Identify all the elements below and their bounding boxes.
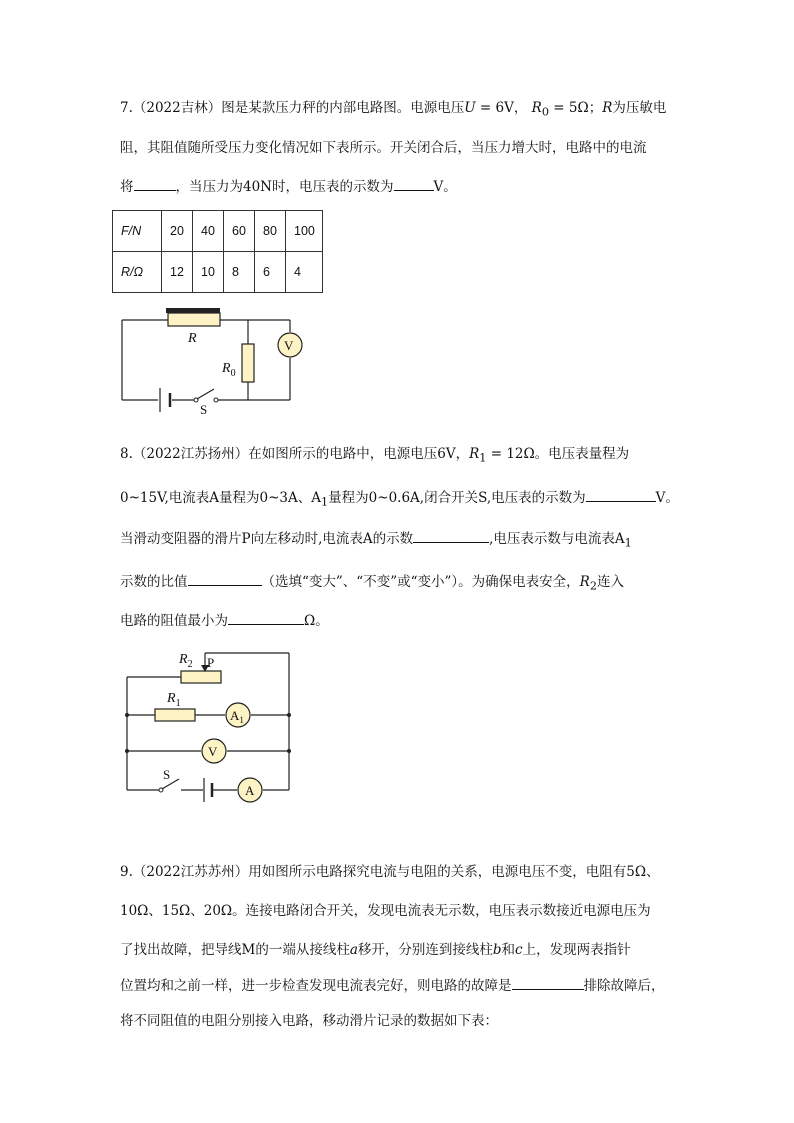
table-cell: 10 [193, 252, 224, 293]
label-r: R [188, 331, 197, 346]
voltmeter-label: V [284, 338, 294, 353]
q8-blank-2[interactable] [413, 528, 489, 543]
q9-line-4: 位置均和之前一样，进一步检查发现电流表完好，则电路的故障是 排除故障后， [120, 975, 665, 996]
q9-line-2: 10Ω、15Ω、20Ω。连接电路闭合开关，发现电流表无示数，电压表示数接近电源电压为 [120, 903, 651, 919]
force-resistance-table [112, 210, 323, 293]
q8-line-5: 电路的阻值最小为 Ω。 [120, 610, 329, 631]
table-cell: 4 [286, 252, 323, 293]
q9-blank-1[interactable] [512, 975, 584, 990]
label-r0: $R_0$ [222, 361, 236, 379]
label-r2: $R_2$ [179, 652, 193, 670]
q7-circuit-diagram [110, 300, 310, 420]
q7-line-1: 7.（2022吉林）图是某款压力秤的内部电路图。电源电压U = 6V， $R_0 = 5\Omega$；R为压敏电 [120, 100, 667, 119]
resistor-r [168, 313, 220, 326]
table-cell: 80 [255, 211, 286, 252]
table-header-force: F/N [113, 211, 162, 252]
q9-line-1: 9.（2022江苏苏州）用如图所示电路探究电流与电阻的关系，电源电压不变，电阻有5Ω、 [120, 864, 660, 880]
table-header-resistance: R/Ω [113, 252, 162, 293]
q8-blank-4[interactable] [228, 610, 304, 625]
q8-line-4: 示数的比值 （选填“变大”、“不变”或“变小”）。为确保电表安全，$R_2$连入 [120, 571, 624, 597]
table-cell: 60 [224, 211, 255, 252]
ammeter-a-label: A [245, 783, 255, 798]
label-r1: $R_1$ [167, 691, 181, 709]
resistor-r0 [242, 344, 254, 382]
label-p: P [207, 655, 215, 670]
rheostat-r2 [181, 671, 221, 683]
q9-line-5: 将不同阻值的电阻分别接入电路，移动滑片记录的数据如下表： [120, 1013, 498, 1029]
ammeter-a1-label: $A_1$ [230, 708, 244, 725]
resistor-r1 [155, 709, 195, 721]
q8-blank-3[interactable] [188, 571, 262, 586]
table-cell: 40 [193, 211, 224, 252]
table-cell: 12 [162, 252, 193, 293]
voltmeter-label: V [208, 744, 218, 759]
q8-line-2: 0~15V,电流表A量程为0~3A、$A_1$量程为0~0.6A,闭合开关S,电压表的示数为 V。 [120, 487, 679, 513]
q8-blank-1[interactable] [586, 487, 656, 502]
table-cell: 20 [162, 211, 193, 252]
table-cell: 6 [255, 252, 286, 293]
q7-line-3: 将 ，当压力为40N时，电压表的示数为 V。 [120, 176, 457, 197]
table-cell: 8 [224, 252, 255, 293]
switch-label: S [200, 402, 208, 417]
q8-line-3: 当滑动变阻器的滑片P向左移动时,电流表A的示数 ,电压表示数与电流表$A_1$ [120, 528, 632, 554]
table-row [113, 252, 323, 293]
table-row [113, 211, 323, 252]
q8-line-1: 8.（2022江苏扬州）在如图所示的电路中，电源电压6V，$R_1 = 12\Omega$。电压表量程为 [120, 446, 630, 465]
pressure-plate [166, 308, 220, 313]
q8-circuit-diagram [115, 645, 305, 810]
q7-line-2: 阻，其阻值随所受压力变化情况如下表所示。开关闭合后，当压力增大时，电路中的电流 [120, 140, 647, 156]
q7-blank-2[interactable] [394, 176, 434, 191]
q9-line-3: 了找出故障，把导线M的一端从接线柱a移开，分别连到接线柱b和c上，发现两表指针 [120, 942, 631, 958]
table-cell: 100 [286, 211, 323, 252]
q7-blank-1[interactable] [134, 176, 176, 191]
switch-label: S [163, 767, 171, 782]
